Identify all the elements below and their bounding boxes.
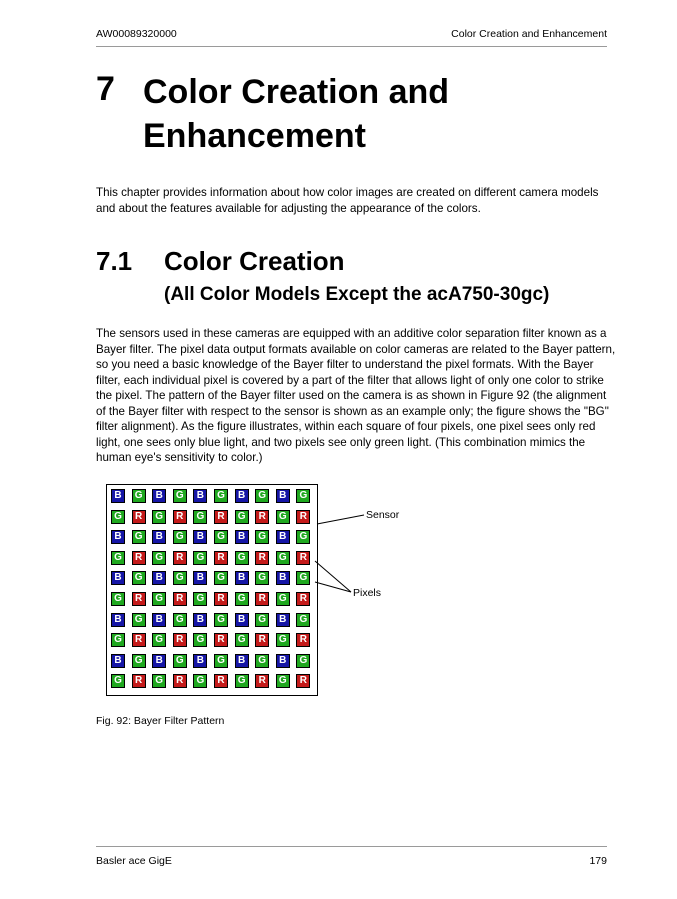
pixel-cell: R	[214, 674, 228, 688]
pixel-cell: G	[235, 510, 249, 524]
pixel-cell: G	[276, 551, 290, 565]
pixel-cell: R	[296, 633, 310, 647]
footer-divider	[96, 846, 607, 847]
pixel-cell: B	[276, 489, 290, 503]
pixel-cell: R	[132, 592, 146, 606]
pixel-cell: R	[255, 551, 269, 565]
section-subtitle: (All Color Models Except the acA750-30gc)	[164, 284, 550, 305]
pixel-cell: G	[214, 571, 228, 585]
pixel-cell: G	[296, 654, 310, 668]
pixel-cell: G	[255, 613, 269, 627]
pixel-cell: G	[296, 613, 310, 627]
pixel-cell: G	[214, 530, 228, 544]
pixel-cell: G	[132, 571, 146, 585]
pixel-cell: R	[132, 551, 146, 565]
chapter-number: 7	[96, 70, 115, 108]
pixel-cell: G	[111, 592, 125, 606]
pixel-cell: G	[214, 654, 228, 668]
pixel-cell: R	[296, 551, 310, 565]
pixel-cell: G	[173, 530, 187, 544]
pixel-cell: G	[214, 489, 228, 503]
pixel-cell: R	[296, 510, 310, 524]
pixel-cell: B	[152, 530, 166, 544]
pixel-cell: G	[193, 592, 207, 606]
pixel-cell: G	[193, 510, 207, 524]
pixel-cell: G	[276, 510, 290, 524]
pixel-cell: G	[193, 551, 207, 565]
pixel-cell: R	[173, 592, 187, 606]
pixel-cell: B	[276, 654, 290, 668]
pixel-cell: G	[255, 489, 269, 503]
pixel-cell: G	[132, 489, 146, 503]
pixel-cell: B	[152, 571, 166, 585]
pixel-cell: B	[193, 530, 207, 544]
pixel-cell: B	[111, 654, 125, 668]
pixel-cell: B	[111, 489, 125, 503]
pixel-cell: G	[132, 654, 146, 668]
pixel-cell: G	[296, 489, 310, 503]
pixel-cell: G	[132, 613, 146, 627]
pixel-cell: R	[214, 510, 228, 524]
pixel-cell: B	[193, 571, 207, 585]
pixel-cell: B	[152, 489, 166, 503]
pixel-cell: B	[276, 530, 290, 544]
pixel-cell: G	[214, 613, 228, 627]
pixel-cell: G	[152, 674, 166, 688]
pixel-cell: G	[255, 654, 269, 668]
pixel-cell: R	[132, 674, 146, 688]
pixel-cell: B	[193, 489, 207, 503]
pixel-cell: G	[111, 674, 125, 688]
pixel-cell: G	[193, 633, 207, 647]
pixel-cell: B	[111, 571, 125, 585]
footer-page-number: 179	[589, 855, 607, 867]
pixel-cell: R	[255, 592, 269, 606]
pixel-cell: G	[276, 674, 290, 688]
pixel-cell: G	[235, 551, 249, 565]
pixel-cell: G	[111, 633, 125, 647]
pixel-cell: B	[193, 613, 207, 627]
pixel-cell: R	[173, 510, 187, 524]
pixel-cell: G	[276, 592, 290, 606]
pixel-cell: B	[276, 613, 290, 627]
pixel-cell: G	[173, 571, 187, 585]
pixel-cell: G	[235, 592, 249, 606]
pixel-cell: G	[173, 613, 187, 627]
pixel-cell: B	[152, 613, 166, 627]
intro-paragraph: This chapter provides information about how color images are created on different camera models and about the features available for adjusting the appearance of the colors.	[96, 186, 599, 215]
pixel-cell: R	[214, 592, 228, 606]
chapter-title: Color Creation and Enhancement	[143, 73, 450, 155]
pixel-cell: R	[214, 633, 228, 647]
header-section-title: Color Creation and Enhancement	[451, 28, 607, 40]
sensor-leader-line	[317, 515, 364, 524]
pixel-cell: G	[152, 510, 166, 524]
pixel-cell: R	[255, 633, 269, 647]
pixel-cell: G	[235, 633, 249, 647]
pixel-cell: G	[111, 510, 125, 524]
pixel-cell: R	[173, 551, 187, 565]
pixels-label: Pixels	[353, 587, 382, 599]
pixel-cell: B	[152, 654, 166, 668]
pixel-cell: B	[235, 530, 249, 544]
pixel-cell: B	[193, 654, 207, 668]
pixel-cell: G	[235, 674, 249, 688]
pixel-cell: G	[152, 551, 166, 565]
pixel-cell: G	[276, 633, 290, 647]
header-doc-id: AW00089320000	[96, 28, 177, 40]
section-number: 7.1	[96, 246, 133, 276]
footer-product: Basler ace GigE	[96, 855, 172, 867]
pixel-cell: G	[173, 489, 187, 503]
pixel-cell: R	[255, 674, 269, 688]
pixel-cell: B	[111, 613, 125, 627]
section-title: Color Creation	[164, 246, 345, 276]
pixel-cell: B	[235, 613, 249, 627]
pixel-cell: G	[296, 571, 310, 585]
pixel-cell: B	[235, 489, 249, 503]
pixel-cell: G	[255, 530, 269, 544]
pixel-cell: G	[132, 530, 146, 544]
pixel-cell: G	[152, 633, 166, 647]
pixel-cell: B	[111, 530, 125, 544]
pixel-cell: R	[132, 510, 146, 524]
pixel-cell: G	[193, 674, 207, 688]
pixel-cell: R	[173, 674, 187, 688]
pixel-cell: G	[111, 551, 125, 565]
pixel-cell: G	[173, 654, 187, 668]
pixel-cell: R	[255, 510, 269, 524]
pixel-cell: R	[214, 551, 228, 565]
figure-caption: Fig. 92: Bayer Filter Pattern	[96, 715, 225, 727]
pixel-cell: B	[235, 654, 249, 668]
pixel-cell: G	[296, 530, 310, 544]
pixel-cell: R	[132, 633, 146, 647]
pixel-cell: R	[173, 633, 187, 647]
body-paragraph: The sensors used in these cameras are equipped with an additive color separation filter known as a Bayer filter. The pixel data output formats available on color cameras are related to the Bayer pattern, so you need a basic knowledge of the Bayer filter to understand the pixel formats. With the Bayer filter, each individual pixel is covered by a part of the filter that allows light of only one color to strike the pixel. The pattern of the Bayer filter used on the camera is as shown in Figure 92 (the alignment of the Bayer filter with respect to the sensor is shown as an example only; the figure shows the "BG" filter alignment). As the figure illustrates, within each square of four pixels, one pixel sees only red light, one sees only blue light, and two pixels see only green light. (This combination mimics the human eye's sensitivity to color.)	[96, 327, 616, 464]
pixel-cell: G	[255, 571, 269, 585]
sensor-label: Sensor	[366, 509, 400, 521]
pixel-cell: R	[296, 592, 310, 606]
pixel-cell: G	[152, 592, 166, 606]
pixel-cell: B	[276, 571, 290, 585]
pixel-cell: B	[235, 571, 249, 585]
pixel-cell: R	[296, 674, 310, 688]
